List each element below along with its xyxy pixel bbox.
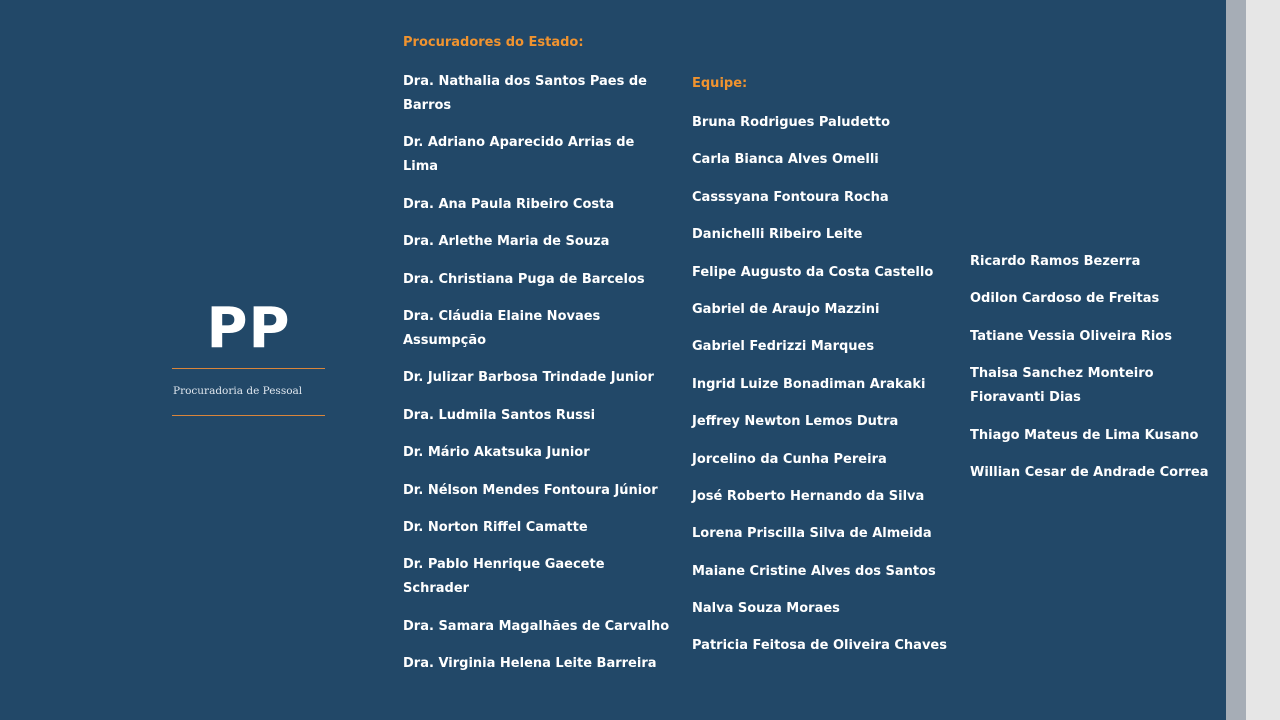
procurador-name: Dr. Norton Riffel Camatte <box>403 519 588 535</box>
equipe-member-name: Odilon Cardoso de Freitas <box>970 291 1160 307</box>
equipe-member-name: Jeffrey Newton Lemos Dutra <box>692 414 899 430</box>
procurador-name: Dra. Christiana Puga de Barcelos <box>403 271 645 287</box>
equipe-member-name: Maiane Cristine Alves dos Santos <box>692 563 936 579</box>
equipe-member-name: Willian Cesar de Andrade Correa <box>970 464 1209 480</box>
procurador-name: Dr. Mário Akatsuka Junior <box>403 445 590 461</box>
procurador-name: Dr. Pablo Henrique Gaecete Schrader <box>403 557 605 597</box>
procurador-name: Dr. Adriano Aparecido Arrias de Lima <box>403 135 635 175</box>
logo-subtitle: Procuradoria de Pessoal <box>173 385 303 397</box>
equipe-member-name: Gabriel de Araujo Mazzini <box>692 301 880 317</box>
equipe-column <box>692 74 960 672</box>
procurador-name: Dra. Virginia Helena Leite Barreira <box>403 656 657 672</box>
scroll-gutter <box>1226 0 1246 720</box>
equipe-member-name: Tatiane Vessia Oliveira Rios <box>970 328 1172 344</box>
equipe-member-name: Ingrid Luize Bonadiman Arakaki <box>692 376 926 392</box>
equipe-member-name: Carla Bianca Alves Omelli <box>692 152 879 168</box>
equipe-list-continued <box>970 250 1220 485</box>
window-background <box>1246 0 1280 720</box>
procuradores-heading: Procuradores do Estado: <box>403 35 584 50</box>
logo <box>172 296 325 418</box>
equipe-member-name: Nalva Souza Moraes <box>692 601 840 617</box>
equipe-heading: Equipe: <box>692 76 748 91</box>
procuradores-column <box>403 33 671 689</box>
logo-mark: PP <box>206 296 291 361</box>
equipe-list <box>692 111 960 658</box>
procurador-name: Dra. Ana Paula Ribeiro Costa <box>403 196 615 212</box>
equipe-member-name: Casssyana Fontoura Rocha <box>692 189 889 205</box>
procuradores-list <box>403 70 671 676</box>
equipe-member-name: Felipe Augusto da Costa Castello <box>692 264 934 280</box>
procurador-name: Dra. Arlethe Maria de Souza <box>403 234 610 250</box>
logo-divider-top <box>172 368 325 369</box>
procurador-name: Dra. Ludmila Santos Russi <box>403 407 596 423</box>
equipe-member-name: Patricia Feitosa de Oliveira Chaves <box>692 638 947 654</box>
equipe-member-name: Thiago Mateus de Lima Kusano <box>970 427 1199 443</box>
equipe-member-name: Thaisa Sanchez Monteiro Fioravanti Dias <box>970 366 1154 406</box>
procurador-name: Dra. Cláudia Elaine Novaes Assumpção <box>403 308 601 348</box>
equipe-member-name: Jorcelino da Cunha Pereira <box>692 451 887 467</box>
equipe-member-name: Bruna Rodrigues Paludetto <box>692 115 891 130</box>
equipe-member-name: Ricardo Ramos Bezerra <box>970 254 1141 269</box>
equipe-member-name: José Roberto Hernando da Silva <box>692 488 925 504</box>
procurador-name: Dra. Samara Magalhães de Carvalho <box>403 618 670 634</box>
procurador-name: Dra. Nathalia dos Santos Paes de Barros <box>403 74 647 113</box>
logo-divider-bottom <box>172 415 325 416</box>
equipe-member-name: Lorena Priscilla Silva de Almeida <box>692 526 932 542</box>
equipe-member-name: Gabriel Fedrizzi Marques <box>692 339 875 355</box>
procurador-name: Dr. Nélson Mendes Fontoura Júnior <box>403 482 658 498</box>
equipe-column-continued <box>970 250 1220 498</box>
procurador-name: Dr. Julizar Barbosa Trindade Junior <box>403 370 654 386</box>
equipe-member-name: Danichelli Ribeiro Leite <box>692 227 863 243</box>
